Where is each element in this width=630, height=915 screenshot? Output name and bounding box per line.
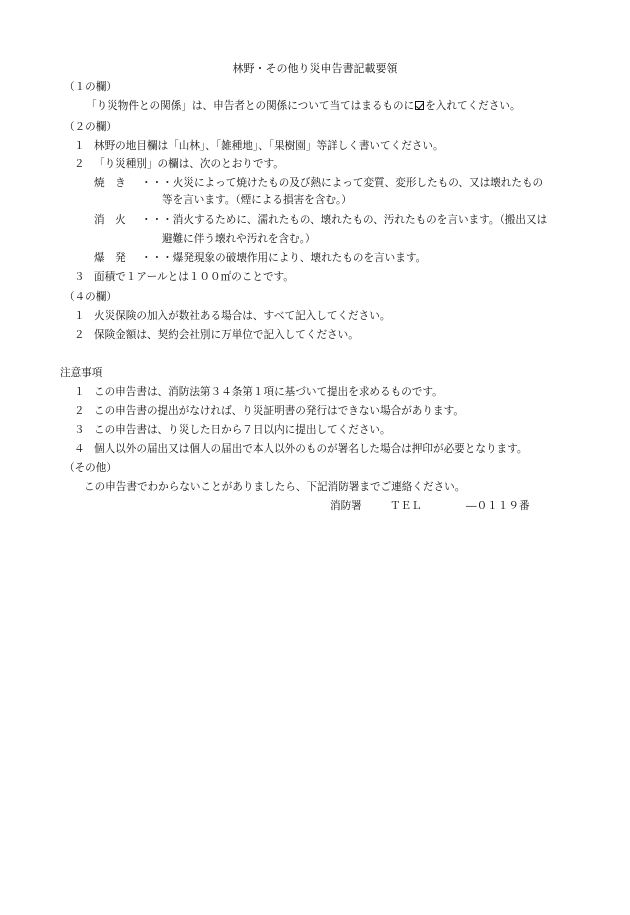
section-2-item-2-number: ２ bbox=[74, 158, 85, 170]
notes-item-4-number: ４ bbox=[74, 443, 85, 455]
section-1-text bbox=[86, 99, 521, 113]
notes-item-2-text: この申告書の提出がなければ、り災証明書の発行はできない場合があります。 bbox=[94, 405, 464, 417]
notes-item-3-text: この申告書は、り災した日から７日以内に提出してください。 bbox=[94, 424, 391, 436]
section-4-item-1-text: 火災保険の加入が数社ある場合は、すべて記入してください。 bbox=[94, 310, 391, 322]
section-1-heading: （１の欄） bbox=[64, 81, 117, 93]
section-2-item-1-number: １ bbox=[74, 140, 85, 152]
notes-heading: 注意事項 bbox=[60, 367, 103, 379]
section-2-item-3-number: ３ bbox=[74, 271, 85, 283]
shouka-description-line-2: 避難に伴う壊れや汚れを含む。） bbox=[162, 233, 316, 245]
section-2-item-2-text: 「り災種別」の欄は、次のとおりです。 bbox=[94, 158, 284, 170]
notes-item-1-number: １ bbox=[74, 386, 85, 398]
bakuhatsu-label: 爆 発 bbox=[94, 252, 126, 264]
tel-number: ―０１１９番 bbox=[466, 500, 530, 512]
notes-item-3-number: ３ bbox=[74, 424, 85, 436]
shouka-label: 消 火 bbox=[94, 214, 126, 226]
shouki-label: 焼 き bbox=[94, 177, 126, 189]
document-title: 林野・その他り災申告書記載要領 bbox=[232, 62, 398, 75]
notes-item-4-text: 個人以外の届出又は個人の届出で本人以外のものが署名した場合は押印が必要となります。 bbox=[94, 443, 528, 455]
section-2-item-3-text: 面積で１アールとは１００㎡のことです。 bbox=[94, 271, 294, 283]
section-2-heading: （２の欄） bbox=[64, 121, 117, 133]
other-heading: （その他） bbox=[64, 462, 117, 474]
notes-item-2-number: ２ bbox=[74, 405, 85, 417]
section-2-item-1-text: 林野の地目欄は「山林」、「雑種地」、「果樹園」等詳しく書いてください。 bbox=[94, 140, 444, 152]
notes-item-1-text: この申告書は、消防法第３４条第１項に基づいて提出を求めるものです。 bbox=[94, 386, 443, 398]
section-1-text-after: を入れてください。 bbox=[425, 100, 521, 112]
section-4-item-2-number: ２ bbox=[74, 329, 85, 341]
checkbox-icon bbox=[415, 101, 424, 110]
shouki-description-line-1: ・・・火災によって焼けたもの及び熱によって変質、変形したもの、又は壊れたもの bbox=[141, 177, 544, 189]
section-4-item-2-text: 保険金額は、契約会社別に万単位で記入してください。 bbox=[94, 329, 359, 341]
shouki-description-line-2: 等を言います。（煙による損害を含む。） bbox=[162, 194, 352, 206]
other-text: この申告書でわからないことがありましたら、下記消防署までご連絡ください。 bbox=[84, 481, 466, 493]
fire-station-label: 消防署 bbox=[330, 500, 362, 512]
section-1-text-before: 「り災物件との関係」は、申告者との関係について当てはまるものに bbox=[86, 100, 415, 112]
section-4-item-1-number: １ bbox=[74, 310, 85, 322]
bakuhatsu-description: ・・・爆発現象の破壊作用により、壊れたものを言います。 bbox=[141, 252, 427, 264]
section-4-heading: （４の欄） bbox=[64, 291, 117, 303]
shouka-description-line-1: ・・・消火するために、濡れたもの、壊れたもの、汚れたものを言います。（搬出又は bbox=[141, 214, 548, 226]
tel-label: ＴＥＬ bbox=[390, 500, 422, 512]
